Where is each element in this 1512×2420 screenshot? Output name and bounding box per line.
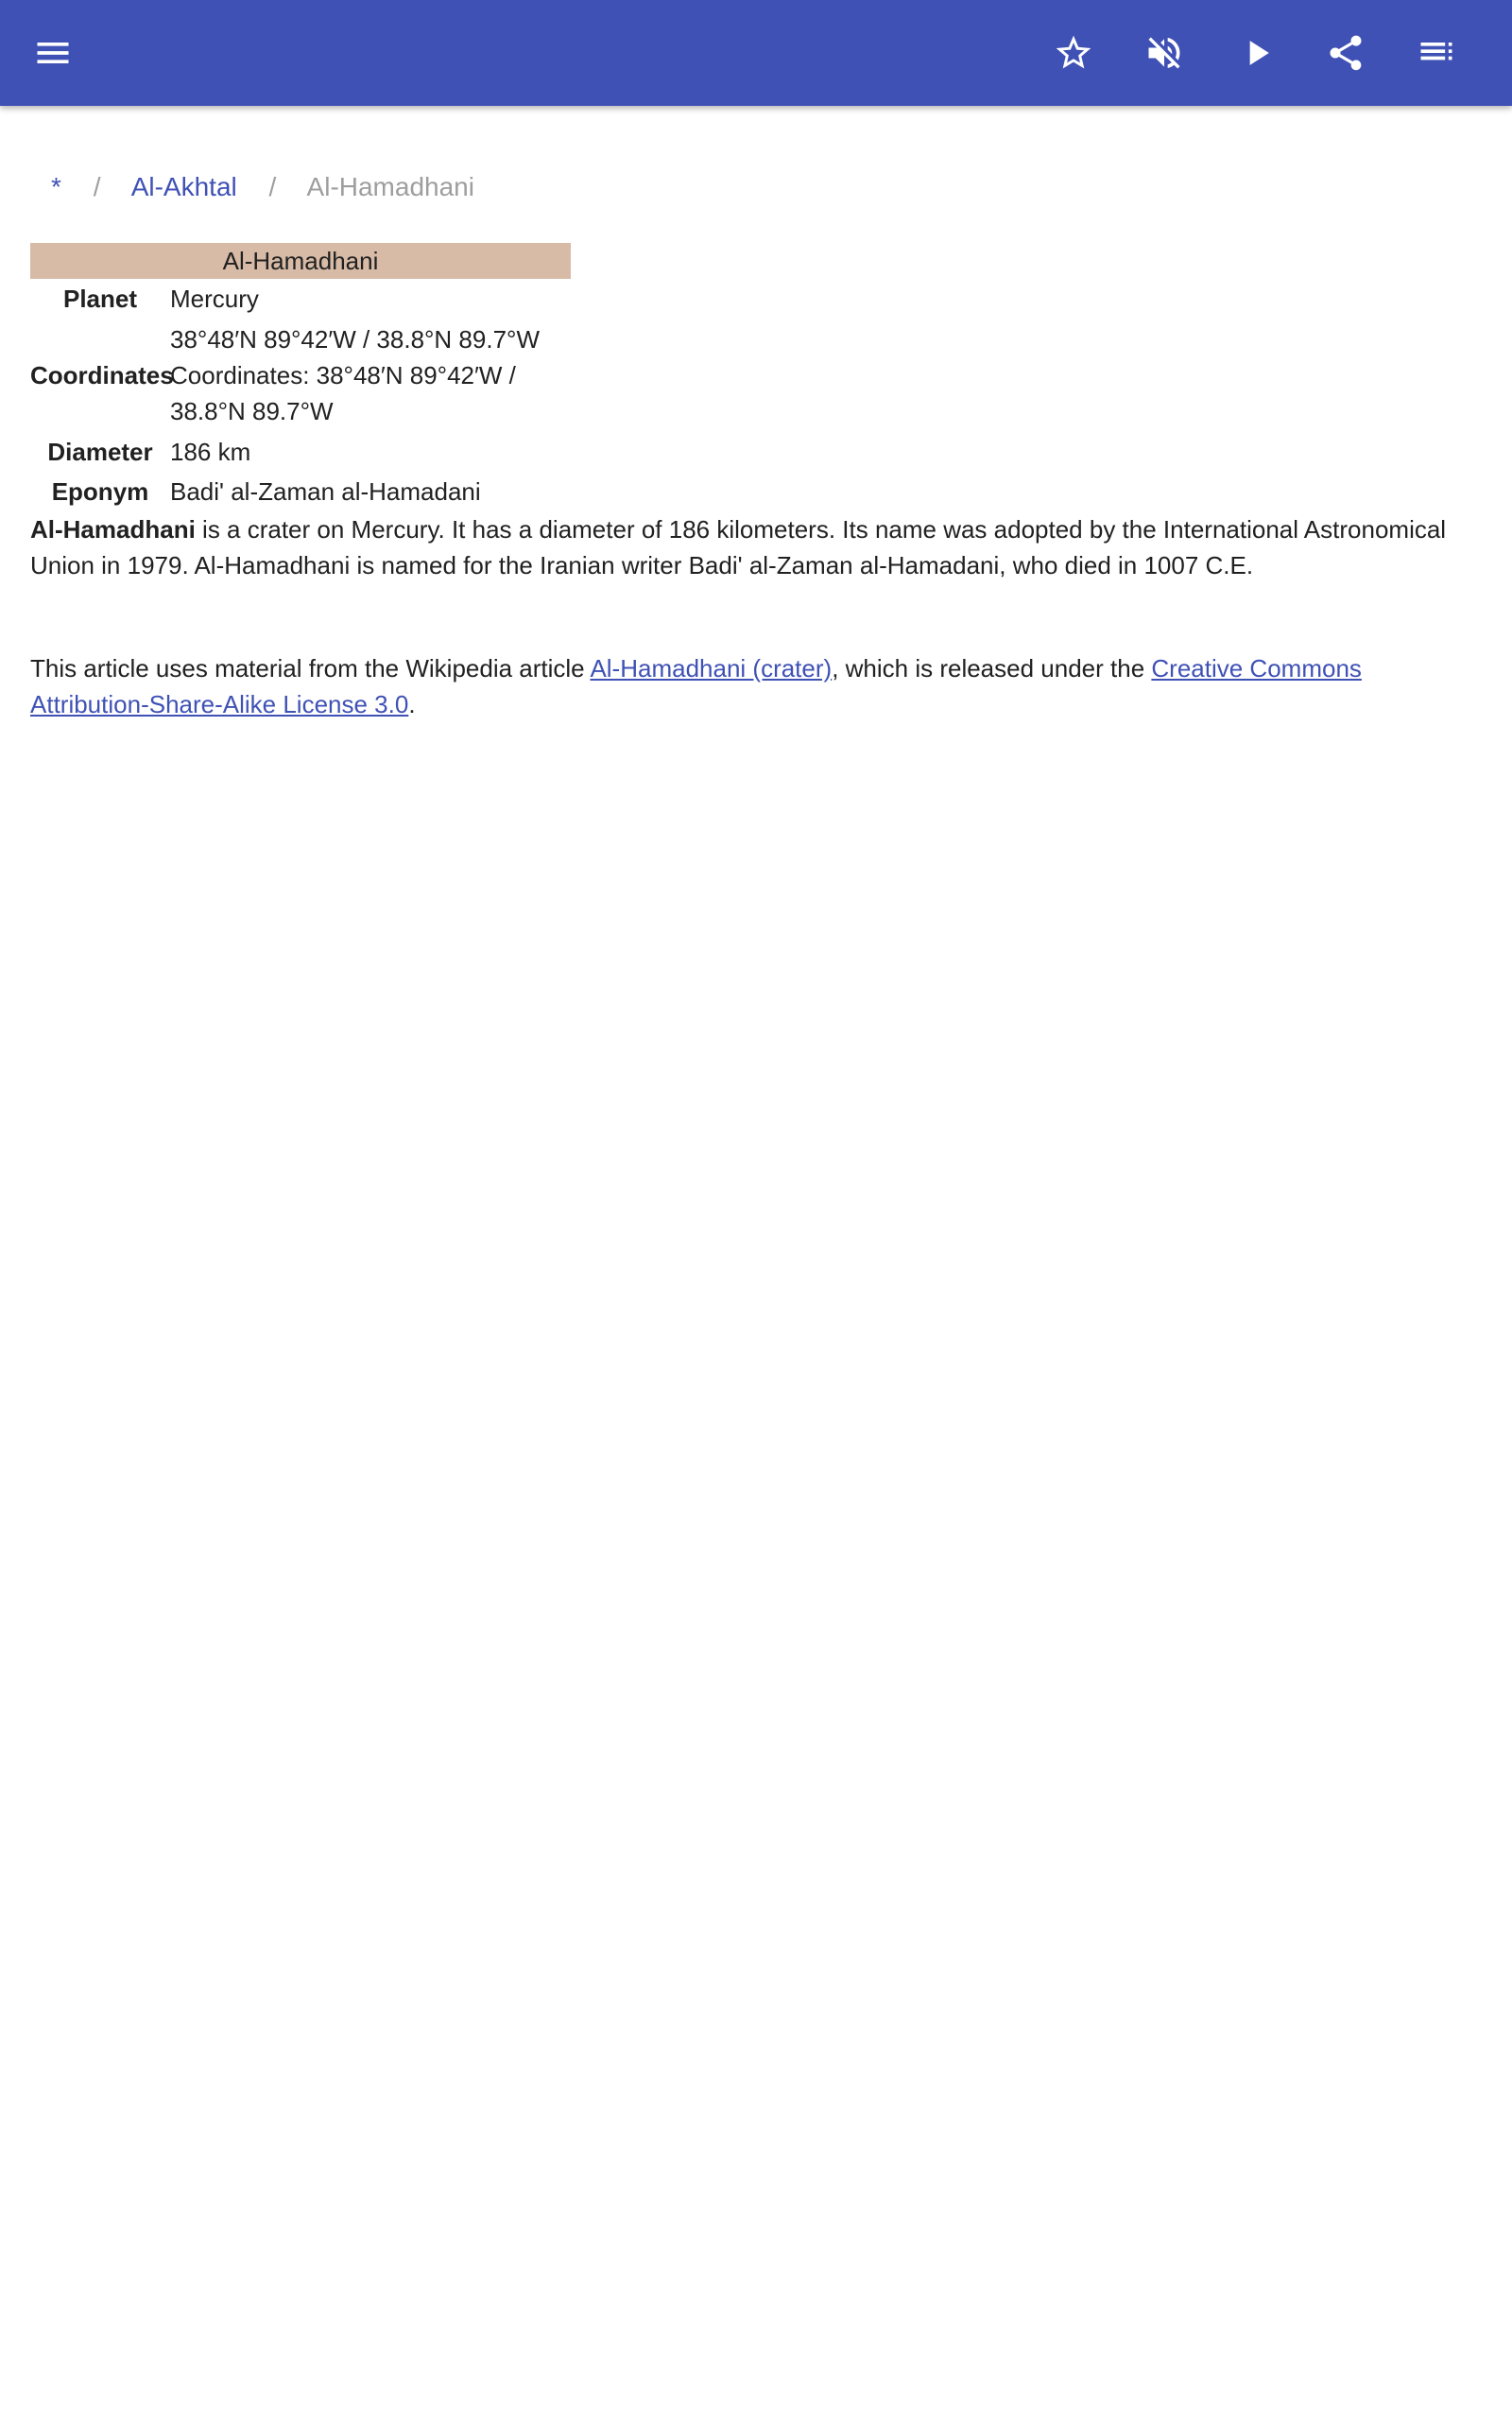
coordinates-line: Coordinates: 38°48′N 89°42′W / <box>170 361 516 389</box>
play-button[interactable] <box>1230 26 1283 79</box>
infobox <box>30 243 571 511</box>
breadcrumb-current: Al-Hamadhani <box>306 172 474 201</box>
infobox-label: Coordinates <box>30 361 174 389</box>
volume-off-icon <box>1143 32 1185 74</box>
wikipedia-article-link[interactable]: Al-Hamadhani (crater) <box>590 654 833 683</box>
attribution-middle: , which is released under the <box>832 654 1152 683</box>
breadcrumb-root-link[interactable]: * <box>51 172 61 201</box>
share-button[interactable] <box>1319 26 1372 79</box>
infobox-row-planet <box>30 279 571 319</box>
share-icon <box>1325 32 1366 74</box>
breadcrumb-parent-link[interactable]: Al-Akhtal <box>130 172 237 201</box>
table-of-contents-button[interactable] <box>1410 26 1463 79</box>
attribution-paragraph <box>30 650 1486 722</box>
menu-button[interactable] <box>26 26 79 79</box>
infobox-title: Al-Hamadhani <box>30 243 571 279</box>
infobox-row-eponym <box>30 472 571 511</box>
breadcrumb-separator: / <box>93 172 101 201</box>
star-outline-icon <box>1053 32 1094 74</box>
coordinates-line: 38°48′N 89°42′W / 38.8°N 89.7°W <box>170 325 540 354</box>
play-icon <box>1236 32 1278 74</box>
infobox-value: Badi' al-Zaman al-Hamadani <box>170 477 481 506</box>
infobox-value: 186 km <box>170 438 251 466</box>
infobox-label: Eponym <box>51 477 149 506</box>
article-bold-term: Al-Hamadhani <box>30 515 196 544</box>
coordinates-line: 38.8°N 89.7°W <box>170 397 334 425</box>
hamburger-menu-icon <box>32 32 74 74</box>
favorite-button[interactable] <box>1047 26 1100 79</box>
breadcrumb <box>51 168 474 206</box>
attribution-prefix: This article uses material from the Wikipedia article <box>30 654 591 683</box>
infobox-value: Mercury <box>170 285 259 313</box>
infobox-row-coordinates <box>30 319 571 432</box>
breadcrumb-separator: / <box>268 172 277 201</box>
playlist-icon <box>1416 32 1457 74</box>
infobox-label: Diameter <box>47 438 153 466</box>
article-paragraph <box>30 511 1486 583</box>
article-text: is a crater on Mercury. It has a diameter of 186 kilometers. Its name was adopted by the International Astronomical Union in 1979. Al-Hamadhani is named for the Iranian writer Badi' al-Zaman al-Hamadani, who died in 1007 C.E. <box>30 515 1447 579</box>
license-link[interactable]: Creative Commons Attribution-Share-Alike License 3.0 <box>30 654 1362 718</box>
infobox-label: Planet <box>62 285 138 313</box>
infobox-row-diameter <box>30 432 571 472</box>
attribution-suffix: . <box>408 690 416 718</box>
infobox-value <box>170 321 571 429</box>
app-bar <box>0 0 1512 106</box>
mute-button[interactable] <box>1138 26 1191 79</box>
